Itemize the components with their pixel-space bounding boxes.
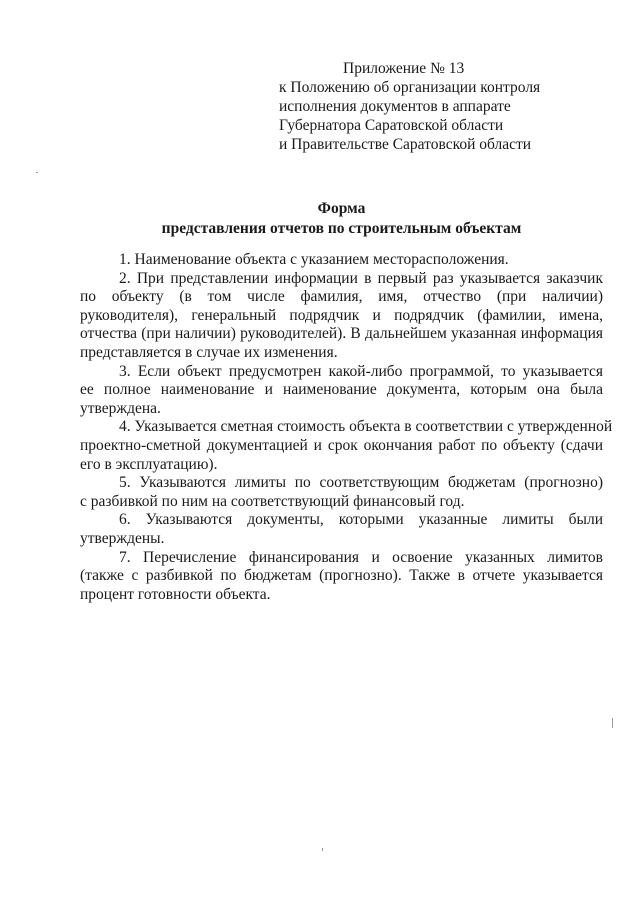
list-item-6 [80, 511, 603, 548]
appendix-header [279, 59, 609, 154]
document-body [80, 251, 613, 604]
list-item-4 [80, 418, 613, 474]
appendix-line: исполнения документов в аппарате [279, 98, 511, 115]
text-line: ее полное наименование и наименование документа, которым она была [80, 381, 603, 399]
text-line: его в эксплуатацию). [80, 455, 218, 473]
appendix-number: Приложение № 13 [343, 60, 465, 77]
text-line: по объекту (в том числе фамилия, имя, отчество (при наличии) [80, 288, 603, 306]
title-line-1: Форма [317, 200, 366, 217]
appendix-line: к Положению об организации контроля [279, 79, 541, 96]
document-title [80, 199, 603, 239]
text-line: 5. Указываются лимиты по соответствующим бюджетам (прогнозно) [119, 474, 603, 492]
text-line: 7. Перечисление финансирования и освоение указанных лимитов [119, 548, 603, 566]
text-line: отчества (при наличии) руководителей). В дальнейшем указанная информация [80, 325, 603, 343]
list-item-3 [80, 363, 603, 419]
text-line: (также с разбивкой по бюджетам (прогнозно). Также в отчете указывается [80, 567, 603, 585]
title-line-2: представления отчетов по строительным объектам [161, 220, 522, 237]
text-line: представляется в случае их изменения. [80, 343, 338, 361]
list-item-1 [80, 251, 603, 270]
list-item-2 [80, 270, 603, 363]
text-line: руководителя), генеральный подрядчик и подрядчик (фамилии, имена, [80, 306, 603, 324]
appendix-line: и Правительстве Саратовской области [279, 136, 532, 153]
scan-speck [36, 172, 38, 173]
text-line: 1. Наименование объекта с указанием месторасположения. [119, 251, 509, 268]
text-line: проектно-сметной документацией и срок окончания работ по объекту (сдачи [80, 436, 603, 454]
appendix-line: Губернатора Саратовской области [279, 117, 504, 134]
text-line: 3. Если объект предусмотрен какой-либо программой, то указывается [119, 362, 603, 380]
text-line: 4. Указывается сметная стоимость объекта в соответствии с утвержденной [119, 418, 613, 436]
list-item-5 [80, 474, 603, 511]
text-line: 2. При представлении информации в первый раз указывается заказчик [119, 269, 603, 287]
list-item-7 [80, 549, 603, 605]
scan-speck [612, 718, 613, 728]
scan-speck [322, 848, 323, 851]
text-line: утверждена. [80, 399, 161, 417]
text-line: процент готовности объекта. [80, 585, 271, 603]
text-line: 6. Указываются документы, которыми указанные лимиты были [119, 511, 603, 529]
text-line: утверждены. [80, 529, 165, 547]
text-line: с разбивкой по ним на соответствующий финансовый год. [80, 492, 465, 510]
